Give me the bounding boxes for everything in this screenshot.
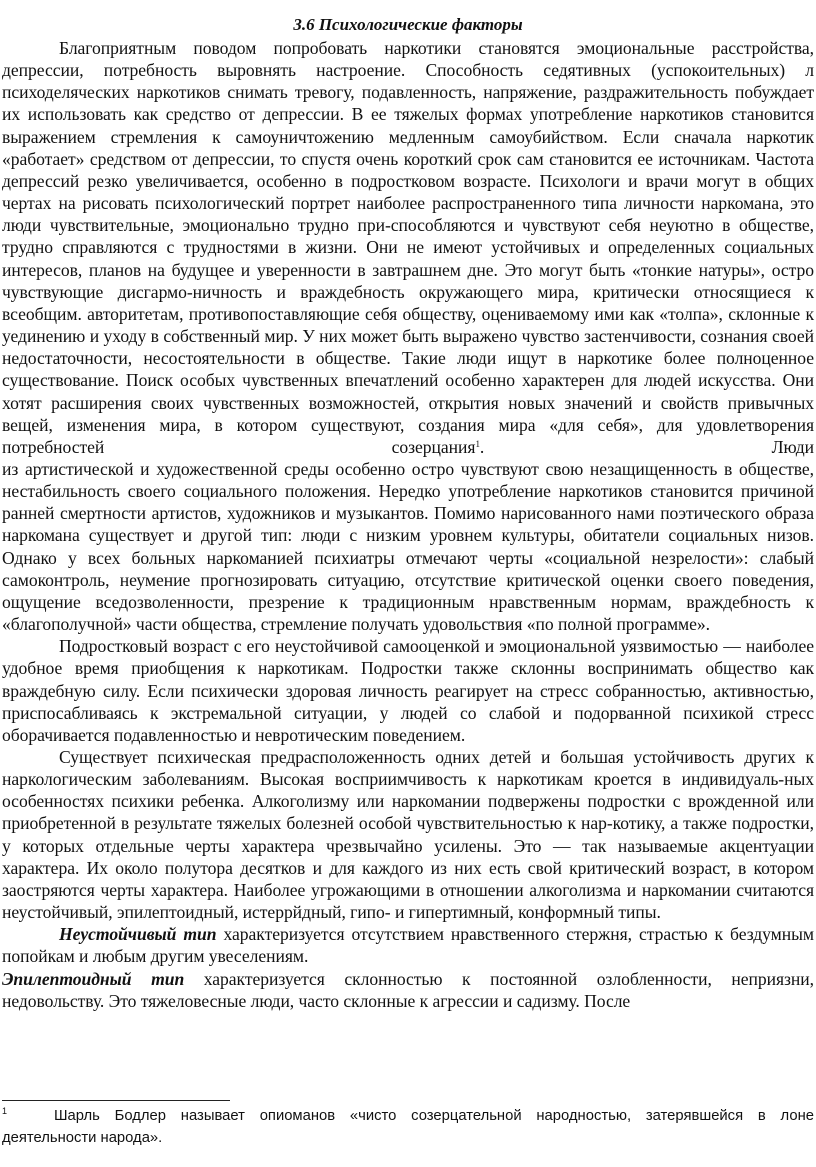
- paragraph-1-tail: . Люди: [479, 436, 814, 457]
- paragraph-5-text: характеризуется склонностью к постоянной озлобленности, неприязни, недовольству. Это тяжеловесные люди, часто склонные к агрессии и садизму. После: [2, 968, 814, 1011]
- paragraph-5: [2, 968, 814, 1012]
- paragraph-1: [2, 37, 814, 458]
- footnote: 1 Шарль Бодлер называет опиоманов «чисто созерцательной народностью, затерявшейся в лоне деятельности народа».: [2, 1106, 814, 1146]
- section-title: 3.6 Психологические факторы: [293, 15, 523, 34]
- paragraph-1-text: Благоприятным поводом попробовать наркотики становятся эмоциональные расстройства, депрессии, потребность выровнять настроение. Способность седятивных (успокоительных) л психоделяческих наркотиков снимать тревогу, подавленность, напряжение, раздражительность побуждает их использовать как средство от депрессии. В ее тяжелых формах употребление наркотиков становится выражением стремления к самоуничтожению медленным самоубийством. Если сначала наркотик «работает» средством от депрессии, то спустя очень короткий срок сам становится ее источникам. Частота депрессий резко увеличивается, особенно в подростковом возрасте. Психологи и врачи могут в общих чертах на рисовать психологический портрет наиболее распространенного типа личности наркомана, это люди чувствительные, эмоционально трудно при-способляются и чувствуют себя неуютно в обществе, трудно справляются с трудностями в жизни. Они не имеют устойчивых и определенных социальных интересов, планов на будущее и уверенности в завтрашнем дне. Это могут быть «тонкие натуры», остро чувствующие дисгармо-ничность и враждебность окружающего мира, критически относящиеся к всеобщим. авторитетам, противопоставляющие себя обществу, оцениваемому ими как «толпа», склонные к уединению и уходу в собственный мир. У них может быть выражено чувство застенчивости, сознания своей недостаточности, несостоятельности в обществе. Такие люди ищут в наркотике более полноценное существование. Поиск особых чувственных впечатлений особенно характерен для людей искусства. Они хотят расширения своих чувственных возможностей, открытия новых значений и свойств привычных вещей, изменения мира, в котором существуют, создания мира «для себя», для удовлетворения потребностей созерцания: [2, 38, 814, 457]
- paragraph-3: Существует психическая предрасположенность одних детей и большая устойчивость других к наркологическим заболеваниям. Высокая восприимчивость к наркотикам кроется в индивидуаль-ных особенностях психики ребенка. Алкоголизму или наркомании подвержены подростки с врожденной или приобретенной в результате тяжелых болезней особой чувствительностью к нар-котику, а также подростки, у которых отдельные черты характера чрезвычайно усилены. Это — так называемые акцентуации характера. Их около полутора десятков и для каждого из них есть свой критический возраст, в котором заостряются черты характера. Наиболее угрожающими в отношении алкоголизма и наркомании считаются неустойчивый, эпилептоидный, истеррйдный, гипо- и гипертимный, конформный типы.: [2, 747, 814, 923]
- footnote-text: Шарль Бодлер называет опиоманов «чисто созерцательной народностью, затерявшейся в лоне деятельности народа».: [2, 1108, 814, 1146]
- paragraph-4-text: характеризуется отсутствием нравственного стержня, страстью к бездумным попойкам и любым другим увеселениям.: [2, 924, 814, 967]
- body-text: [2, 37, 814, 1012]
- term-unstable-type: Неустойчивый тип: [59, 924, 217, 945]
- footnote-reference[interactable]: 1: [475, 438, 480, 449]
- paragraph-4: [2, 923, 814, 967]
- paragraph-2: Подростковый возраст с его неустойчивой самооценкой и эмоциональной уязвимостью — наиболее удобное время приобщения к наркотикам. Подростки также склонны воспринимать общество как враждебную силу. Если психически здоровая личность реагирует на стресс собранностью, активностью, приспосабливаясь к экстремальной ситуации, у людей со слабой и подорванной психикой стресс оборачивается подавленностью и невротическим поведением.: [2, 636, 814, 745]
- footnote-separator: [2, 1100, 230, 1101]
- paragraph-1-continued: из артистической и художественной среды особенно остро чувствуют свою незащищенность в обществе, нестабильность своего социального положения. Нередко употребление наркотиков становится причиной ранней смертности артистов, художников и музыкантов. Помимо нарисованного нами поэтического образа наркомана существует и другой тип: люди с низким уровнем культуры, обитатели социальных низов. Однако у всех больных наркоманией психиатры отмечают черты «социальной незрелости»: слабый самоконтроль, неумение прогнозировать ситуацию, отсутствие критической оценки своего поведения, ощущение вседозволенности, презрение к традиционным нравственным нормам, враждебность к «благополучной» части общества, стремление получать удовольствия «по полной программе».: [2, 458, 814, 635]
- term-epileptoid-type: Эпилептоидный тип: [2, 968, 185, 989]
